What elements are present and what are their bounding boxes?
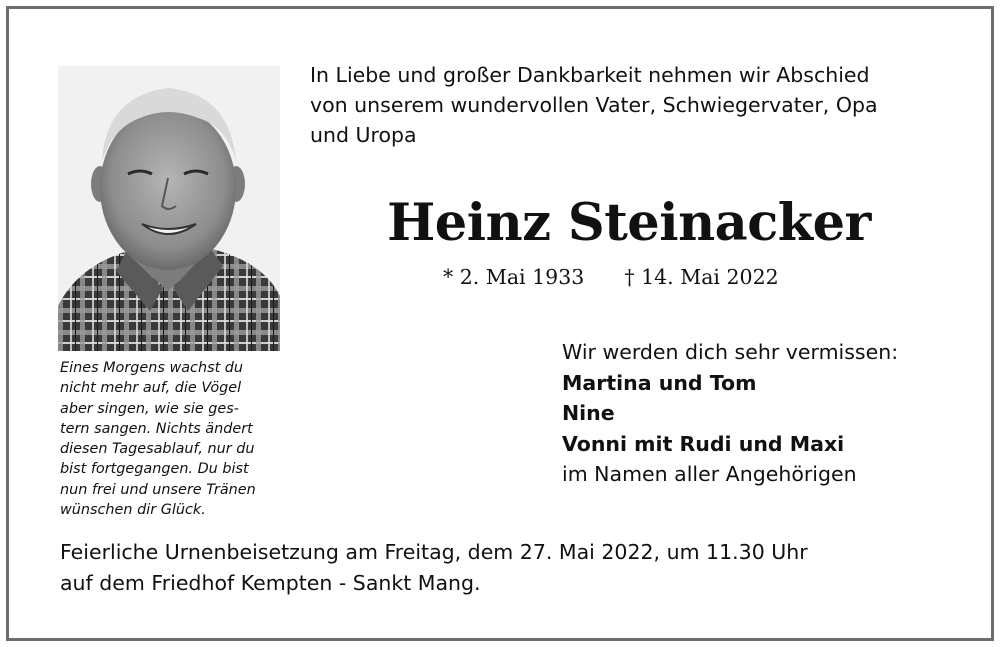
poem-line: nun frei und unsere Tränen xyxy=(60,481,256,498)
intro-line: und Uropa xyxy=(310,123,417,147)
memorial-poem xyxy=(60,358,296,520)
mourners-outro: im Namen aller Angehörigen xyxy=(562,462,857,487)
mourner-name: Nine xyxy=(562,401,615,426)
burial-service-info xyxy=(60,537,808,599)
portrait-photo xyxy=(58,66,280,351)
life-dates xyxy=(443,262,779,292)
birth-date: * 2. Mai 1933 xyxy=(443,265,585,289)
poem-line: nicht mehr auf, die Vögel xyxy=(60,380,242,397)
mourner-name: Vonni mit Rudi und Maxi xyxy=(562,431,845,456)
poem-line: tern sangen. Nichts ändert xyxy=(60,420,253,437)
service-line: Feierliche Urnenbeisetzung am Freitag, dem 27. Mai 2022, um 11.30 Uhr xyxy=(60,540,808,564)
death-date: † 14. Mai 2022 xyxy=(624,265,779,289)
intro-line: von unserem wundervollen Vater, Schwiegervater, Opa xyxy=(310,93,878,117)
mourners-block xyxy=(562,337,898,490)
service-line: auf dem Friedhof Kempten - Sankt Mang. xyxy=(60,571,481,595)
farewell-intro xyxy=(310,60,878,150)
poem-line: wünschen dir Glück. xyxy=(60,502,206,519)
mourner-name: Martina und Tom xyxy=(562,370,757,395)
portrait-illustration xyxy=(58,66,280,351)
poem-line: diesen Tagesablauf, nur du xyxy=(60,441,255,458)
mourners-intro: Wir werden dich sehr vermissen: xyxy=(562,340,899,364)
poem-line: aber singen, wie sie ges- xyxy=(60,400,239,417)
intro-line: In Liebe und großer Dankbarkeit nehmen wir Abschied xyxy=(310,63,870,87)
deceased-name: Heinz Steinacker xyxy=(387,193,871,253)
poem-line: Eines Morgens wachst du xyxy=(60,360,244,376)
poem-line: bist fortgegangen. Du bist xyxy=(60,461,249,478)
